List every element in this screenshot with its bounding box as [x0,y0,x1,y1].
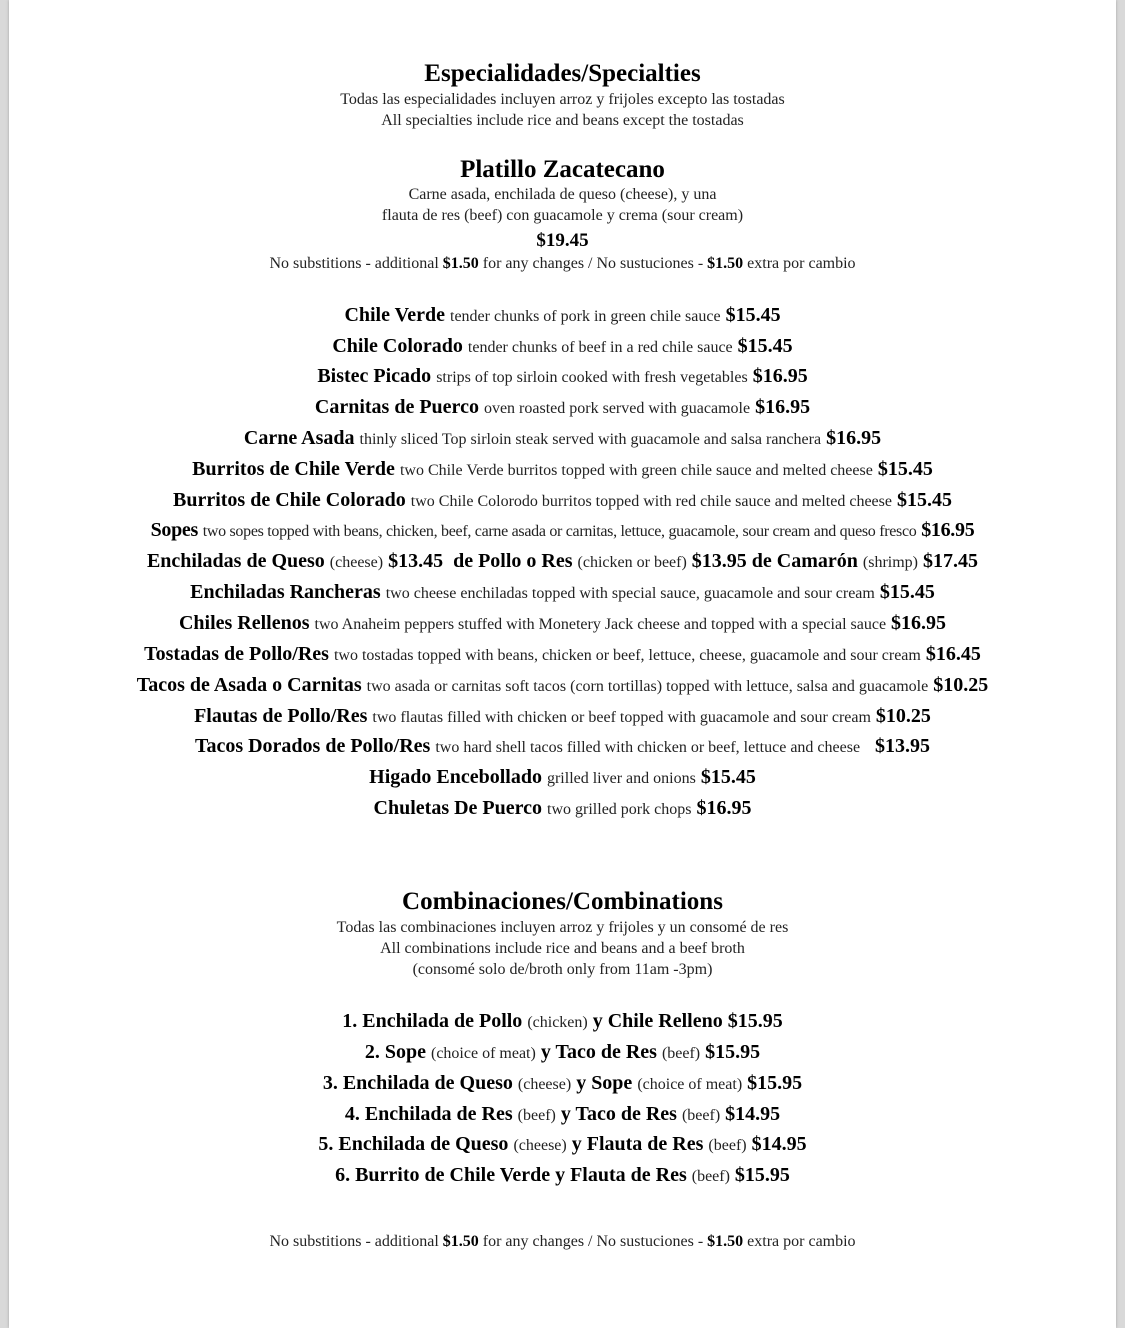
combinations-note-en: All combinations include rice and beans and a beef broth [380,940,745,957]
combo-4: 4. Enchilada de Res (beef) y Taco de Res (beef) $14.95 [344,1103,781,1125]
menu-item-tacos-dorados: Tacos Dorados de Pollo/Res two hard shell tacos filled with chicken or beef, lettuce and cheese $13.95 [194,735,931,757]
combo-6: 6. Burrito de Chile Verde y Flauta de Res (beef) $15.95 [335,1164,790,1186]
menu-item-tostadas: Tostadas de Pollo/Res two tostadas topped with beans, chicken or beef, lettuce, cheese, guacamole and sour cream $16.45 [144,643,981,665]
menu-item-flautas: Flautas de Pollo/Res two flautas filled with chicken or beef topped with guacamole and sour cream $10.25 [194,705,931,727]
combinations-note-es: Todas las combinaciones incluyen arroz y frijoles y un consomé de res [336,919,789,936]
zacatecano-desc-2: flauta de res (beef) con guacamole y crema (sour cream) [381,207,744,224]
menu-item-chiles-rellenos: Chiles Rellenos two Anaheim peppers stuffed with Monetery Jack cheese and topped with a special sauce $16.95 [178,612,947,634]
combinations-substitution-note: No substitions - additional $1.50 for any changes / No sustuciones - $1.50 extra por cambio [269,1233,856,1250]
zacatecano-substitution-note: No substitions - additional $1.50 for any changes / No sustuciones - $1.50 extra por cambio [269,255,856,272]
combo-1: 1. Enchilada de Pollo (chicken) y Chile Relleno $15.95 [342,1010,783,1032]
combinations-broth-hours: (consomé solo de/broth only from 11am -3pm) [412,961,713,978]
specialties-title: Especialidades/Specialties [424,60,701,87]
menu-item-sopes: Sopes two sopes topped with beans, chicken, beef, carne asada or carnitas, lettuce, guacamole, sour cream and queso fresco $16.95 [150,519,975,541]
menu-item-bistec-picado: Bistec Picado strips of top sirloin cooked with fresh vegetables $16.95 [317,365,808,387]
zacatecano-price: $19.45 [536,230,589,251]
menu-item-chile-colorado: Chile Colorado tender chunks of beef in a red chile sauce $15.45 [332,335,793,357]
menu-item-burritos-chile-verde: Burritos de Chile Verde two Chile Verde burritos topped with green chile sauce and melted cheese $15.45 [192,458,933,480]
menu-item-chuletas-de-puerco: Chuletas De Puerco two grilled pork chops $16.95 [373,797,752,819]
specialties-note-es: Todas las especialidades incluyen arroz y frijoles excepto las tostadas [340,91,785,108]
menu-item-burritos-chile-colorado: Burritos de Chile Colorado two Chile Colorodo burritos topped with red chile sauce and melted cheese $15.45 [173,489,952,511]
menu-item-enchiladas: Enchiladas de Queso (cheese) $13.45 de Pollo o Res (chicken or beef) $13.95 de Camarón (shrimp) $17.45 [146,550,979,572]
menu-item-carnitas-de-puerco: Carnitas de Puerco oven roasted pork served with guacamole $16.95 [314,396,811,418]
combo-5: 5. Enchilada de Queso (cheese) y Flauta de Res (beef) $14.95 [318,1133,807,1155]
menu-item-carne-asada: Carne Asada thinly sliced Top sirloin steak served with guacamole and salsa ranchera $16.95 [243,427,882,449]
menu-item-tacos-asada-carnitas: Tacos de Asada o Carnitas two asada or carnitas soft tacos (corn tortillas) topped with lettuce, salsa and guacamole $10.25 [136,674,989,696]
specialties-note-en: All specialties include rice and beans except the tostadas [381,112,744,129]
menu-item-chile-verde: Chile Verde tender chunks of pork in green chile sauce $15.45 [344,304,781,326]
combo-3: 3. Enchilada de Queso (cheese) y Sope (choice of meat) $15.95 [322,1072,803,1094]
combinations-title: Combinaciones/Combinations [402,888,723,915]
menu-page [9,0,1116,1328]
combo-2: 2. Sope (choice of meat) y Taco de Res (beef) $15.95 [364,1041,761,1063]
zacatecano-desc-1: Carne asada, enchilada de queso (cheese), y una [408,186,717,203]
zacatecano-title: Platillo Zacatecano [460,156,665,183]
menu-item-higado-encebollado: Higado Encebollado grilled liver and onions $15.45 [369,766,756,788]
menu-item-enchiladas-rancheras: Enchiladas Rancheras two cheese enchiladas topped with special sauce, guacamole and sour cream $15.45 [190,581,935,603]
